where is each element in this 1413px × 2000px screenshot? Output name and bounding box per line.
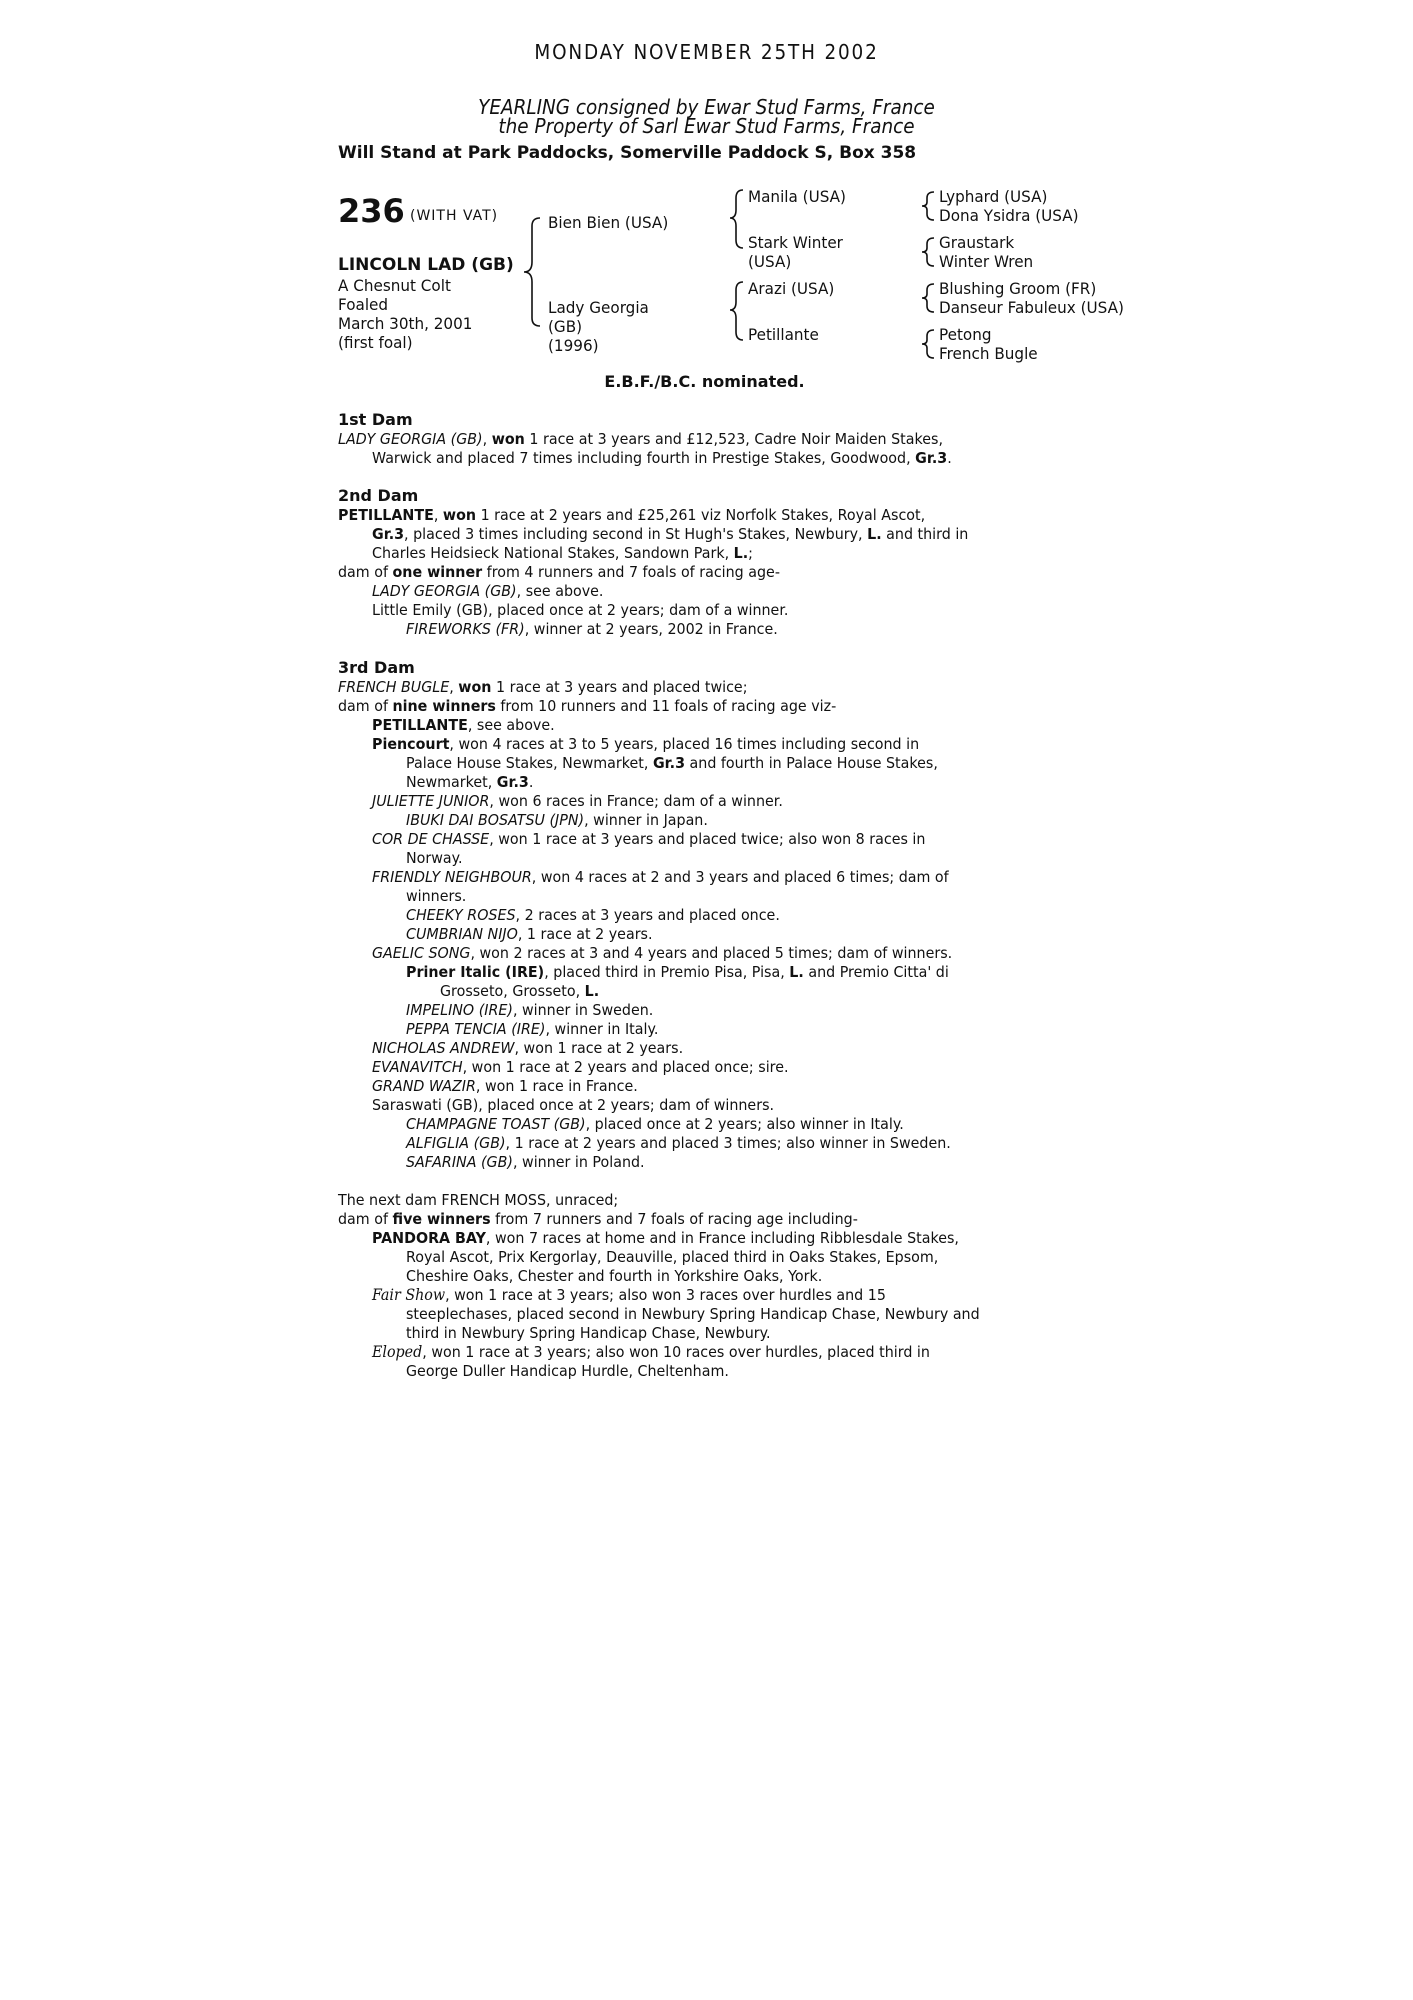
- property-line: the Property of Sarl Ewar Stud Farms, France: [498, 114, 915, 138]
- third-dam-line: [406, 963, 949, 982]
- third-dam-line: [406, 906, 780, 925]
- third-dam-line: [338, 697, 836, 716]
- text-run: five winners: [392, 1210, 491, 1228]
- text-run: won: [442, 506, 477, 524]
- text-run: Cheshire Oaks, Chester and fourth in Yorkshire Oaks, York.: [406, 1267, 823, 1285]
- dam-brace: [730, 282, 743, 340]
- text-run: and Premio Citta' di: [803, 963, 949, 981]
- ggs-4-sire: Petong: [939, 325, 992, 344]
- consignor-line: YEARLING consigned by Ewar Stud Farms, France: [478, 95, 935, 119]
- text-run: EVANAVITCH: [372, 1058, 463, 1076]
- ggs-brace-3: [922, 284, 934, 312]
- text-run: , won 7 races at home and in France including Ribblesdale Stakes,: [485, 1229, 959, 1247]
- third-dam-line: [372, 830, 925, 849]
- text-run: Newmarket,: [406, 773, 497, 791]
- text-run: Little Emily (GB), placed once at 2 years; dam of a winner.: [372, 601, 789, 619]
- third-dam-line: [406, 887, 466, 906]
- text-run: LADY GEORGIA (GB): [338, 430, 483, 448]
- text-run: , won 4 races at 3 to 5 years, placed 16 times including second in: [449, 735, 920, 753]
- text-run: Gr.3: [915, 449, 948, 467]
- text-run: , winner in Japan.: [584, 811, 708, 829]
- text-run: JULIETTE JUNIOR: [372, 792, 490, 810]
- ggs-4-dam: French Bugle: [939, 344, 1038, 363]
- text-run: NICHOLAS ANDREW: [372, 1039, 515, 1057]
- horse-foaled-date: March 30th, 2001: [338, 314, 473, 333]
- text-run: steeplechases, placed second in Newbury Spring Handicap Chase, Newbury and: [406, 1305, 980, 1323]
- granddam-paternal-country: (USA): [748, 252, 792, 271]
- text-run: one winner: [392, 563, 483, 581]
- text-run: dam of: [338, 563, 393, 581]
- text-run: Saraswati (GB), placed once at 2 years; dam of winners.: [372, 1096, 775, 1114]
- third-dam-line: [406, 773, 533, 792]
- text-run: , winner at 2 years, 2002 in France.: [524, 620, 778, 638]
- third-dam-line: [406, 1020, 658, 1039]
- granddam-maternal: Petillante: [748, 325, 819, 344]
- text-run: Gr.3: [652, 754, 686, 772]
- text-run: 1 race at 3 years and £12,523, Cadre Noir Maiden Stakes,: [524, 430, 943, 448]
- second-dam-line: [372, 525, 968, 544]
- ggs-3-dam: Danseur Fabuleux (USA): [939, 298, 1124, 317]
- text-run: and third in: [881, 525, 969, 543]
- text-run: , see above.: [516, 582, 604, 600]
- text-run: and fourth in Palace House Stakes,: [685, 754, 938, 772]
- text-run: won: [491, 430, 525, 448]
- nomination-note: E.B.F./B.C. nominated.: [604, 372, 805, 391]
- next-dam-line: [406, 1305, 980, 1324]
- next-dam-line: [406, 1248, 938, 1267]
- next-dam-line: [338, 1210, 858, 1229]
- text-run: CHEEKY ROSES: [406, 906, 516, 924]
- text-run: from 7 runners and 7 foals of racing age including-: [490, 1210, 858, 1228]
- next-dam-line: [406, 1267, 822, 1286]
- text-run: FRENCH BUGLE: [338, 678, 450, 696]
- text-run: , placed 3 times including second in St Hugh's Stakes, Newbury,: [404, 525, 868, 543]
- text-run: Gr.3: [496, 773, 529, 791]
- sale-date: MONDAY NOVEMBER 25TH 2002: [534, 40, 879, 64]
- text-run: Palace House Stakes, Newmarket,: [406, 754, 653, 772]
- third-dam-heading: 3rd Dam: [338, 658, 415, 677]
- text-run: dam of: [338, 697, 393, 715]
- text-run: , won 2 races at 3 and 4 years and placed 5 times; dam of winners.: [470, 944, 953, 962]
- third-dam-line: [406, 849, 463, 868]
- sire-brace: [730, 190, 743, 248]
- text-run: , winner in Italy.: [545, 1020, 659, 1038]
- text-run: FIREWORKS (FR): [406, 620, 525, 638]
- third-dam-line: [372, 1077, 638, 1096]
- third-dam-line: [372, 944, 952, 963]
- text-run: IBUKI DAI BOSATSU (JPN): [406, 811, 585, 829]
- horse-foal-note: (first foal): [338, 333, 413, 352]
- first-dam-line: [372, 449, 952, 468]
- third-dam-line: [406, 925, 653, 944]
- second-dam-line: [372, 601, 788, 620]
- text-run: , 2 races at 3 years and placed once.: [515, 906, 780, 924]
- ggs-brace-2: [922, 238, 934, 266]
- third-dam-line: [406, 811, 708, 830]
- sire-name: Bien Bien (USA): [548, 213, 669, 232]
- text-run: SAFARINA (GB): [406, 1153, 513, 1171]
- text-run: ALFIGLIA (GB): [406, 1134, 506, 1152]
- next-dam-line: [372, 1286, 886, 1305]
- third-dam-line: [372, 868, 949, 887]
- grandsire-paternal: Manila (USA): [748, 187, 846, 206]
- ggs-1-dam: Dona Ysidra (USA): [939, 206, 1079, 225]
- third-dam-line: [406, 1001, 653, 1020]
- third-dam-line: [406, 1115, 904, 1134]
- third-dam-line: [372, 716, 555, 735]
- horse-foaled-label: Foaled: [338, 295, 389, 314]
- lot-vat: (WITH VAT): [410, 208, 499, 224]
- text-run: COR DE CHASSE: [372, 830, 490, 848]
- text-run: Grosseto, Grosseto,: [440, 982, 585, 1000]
- text-run: won: [458, 678, 492, 696]
- text-run: L.: [584, 982, 600, 1000]
- ggs-3-sire: Blushing Groom (FR): [939, 279, 1097, 298]
- text-run: , won 1 race at 2 years.: [514, 1039, 684, 1057]
- ggs-1-sire: Lyphard (USA): [939, 187, 1048, 206]
- text-run: IMPELINO (IRE): [406, 1001, 513, 1019]
- third-dam-line: [406, 1134, 951, 1153]
- text-run: CHAMPAGNE TOAST (GB): [406, 1115, 586, 1133]
- second-dam-line: [372, 582, 603, 601]
- third-dam-line: FRENCH BUGLE, won 1 race at 3 years and placed twice;: [338, 678, 748, 696]
- text-run: , winner in Poland.: [512, 1153, 645, 1171]
- text-run: L.: [733, 544, 749, 562]
- text-run: third in Newbury Spring Handicap Chase, Newbury.: [406, 1324, 771, 1342]
- next-dam-line: [338, 1191, 618, 1210]
- text-run: , placed third in Premio Pisa, Pisa,: [544, 963, 790, 981]
- text-run: 1 race at 2 years and £25,261 viz Norfolk Stakes, Royal Ascot,: [476, 506, 926, 524]
- ggs-brace-4: [922, 330, 934, 358]
- third-dam-line: [372, 735, 919, 754]
- first-dam-line: LADY GEORGIA (GB), won 1 race at 3 years and £12,523, Cadre Noir Maiden Stakes,: [338, 430, 943, 448]
- text-run: , winner in Sweden.: [512, 1001, 654, 1019]
- text-run: nine winners: [392, 697, 496, 715]
- third-dam-line: [406, 1153, 645, 1172]
- text-run: Royal Ascot, Prix Kergorlay, Deauville, placed third in Oaks Stakes, Epsom,: [406, 1248, 939, 1266]
- ggs-2-sire: Graustark: [939, 233, 1015, 252]
- text-run: Charles Heidsieck National Stakes, Sandown Park,: [372, 544, 734, 562]
- text-run: , 1 race at 2 years.: [517, 925, 653, 943]
- ggs-2-dam: Winter Wren: [939, 252, 1034, 271]
- text-run: , won 6 races in France; dam of a winner.: [489, 792, 783, 810]
- text-run: LADY GEORGIA (GB): [372, 582, 517, 600]
- dam-country: (GB): [548, 317, 583, 336]
- text-run: , won 4 races at 2 and 3 years and placed 6 times; dam of: [531, 868, 949, 886]
- granddam-paternal: Stark Winter: [748, 233, 843, 252]
- second-dam-line: [372, 544, 753, 563]
- second-dam-line: PETILLANTE, won 1 race at 2 years and £25,261 viz Norfolk Stakes, Royal Ascot,: [338, 506, 926, 524]
- text-run: ;: [748, 544, 753, 562]
- text-run: GAELIC SONG: [372, 944, 471, 962]
- text-run: Eloped: [372, 1343, 423, 1361]
- horse-name: LINCOLN LAD (GB): [338, 255, 514, 275]
- third-dam-line: [406, 754, 938, 773]
- text-run: , won 1 race at 3 years and placed twice; also won 8 races in: [489, 830, 926, 848]
- next-dam-line: [372, 1343, 930, 1362]
- ggs-brace-1: [922, 192, 934, 220]
- text-run: from 4 runners and 7 foals of racing age-: [482, 563, 780, 581]
- text-run: GRAND WAZIR: [372, 1077, 476, 1095]
- text-run: George Duller Handicap Hurdle, Cheltenham.: [406, 1362, 729, 1380]
- first-dam-heading: 1st Dam: [338, 410, 413, 429]
- text-run: FRIENDLY NEIGHBOUR: [372, 868, 532, 886]
- text-run: Piencourt: [372, 735, 450, 753]
- text-run: CUMBRIAN NIJO: [406, 925, 518, 943]
- text-run: L.: [789, 963, 804, 981]
- grandsire-maternal: Arazi (USA): [748, 279, 835, 298]
- stand-location: Will Stand at Park Paddocks, Somerville Paddock S, Box 358: [338, 143, 917, 163]
- text-run: Priner Italic (IRE): [406, 963, 545, 981]
- text-run: , won 1 race in France.: [475, 1077, 638, 1095]
- second-dam-heading: 2nd Dam: [338, 486, 419, 505]
- text-run: Fair Show: [372, 1286, 446, 1304]
- third-dam-line: [372, 1058, 789, 1077]
- main-brace: [524, 218, 540, 326]
- text-run: dam of: [338, 1210, 393, 1228]
- text-run: 1 race at 3 years and placed twice;: [491, 678, 748, 696]
- next-dam-line: [406, 1324, 771, 1343]
- dam-year: (1996): [548, 336, 599, 355]
- text-run: .: [528, 773, 534, 791]
- text-run: from 10 runners and 11 foals of racing age viz-: [495, 697, 837, 715]
- third-dam-line: [372, 1096, 774, 1115]
- text-run: Gr.3: [372, 525, 405, 543]
- text-run: PEPPA TENCIA (IRE): [406, 1020, 546, 1038]
- text-run: , won 1 race at 3 years; also won 3 races over hurdles and 15: [445, 1286, 886, 1304]
- third-dam-line: [372, 792, 783, 811]
- text-run: , 1 race at 2 years and placed 3 times; also winner in Sweden.: [505, 1134, 951, 1152]
- pedigree-braces: [0, 0, 1413, 380]
- lot-number: 236: [338, 192, 405, 230]
- text-run: L.: [867, 525, 882, 543]
- text-run: winners.: [406, 887, 467, 905]
- text-run: PETILLANTE: [338, 506, 434, 524]
- third-dam-line: [440, 982, 599, 1001]
- dam-name: Lady Georgia: [548, 298, 649, 317]
- text-run: , won 1 race at 2 years and placed once; sire.: [462, 1058, 789, 1076]
- text-run: Norway.: [406, 849, 463, 867]
- text-run: Warwick and placed 7 times including fourth in Prestige Stakes, Goodwood,: [372, 449, 916, 467]
- text-run: .: [947, 449, 952, 467]
- text-run: The next dam FRENCH MOSS, unraced;: [338, 1191, 619, 1209]
- second-dam-line: [338, 563, 780, 582]
- text-run: , placed once at 2 years; also winner in Italy.: [585, 1115, 904, 1133]
- next-dam-line: [406, 1362, 729, 1381]
- text-run: PETILLANTE: [372, 716, 468, 734]
- horse-description: A Chesnut Colt: [338, 276, 451, 295]
- text-run: PANDORA BAY: [372, 1229, 486, 1247]
- text-run: , won 1 race at 3 years; also won 10 races over hurdles, placed third in: [422, 1343, 930, 1361]
- third-dam-line: [372, 1039, 683, 1058]
- next-dam-line: [372, 1229, 959, 1248]
- second-dam-line: [406, 620, 778, 639]
- text-run: , see above.: [467, 716, 555, 734]
